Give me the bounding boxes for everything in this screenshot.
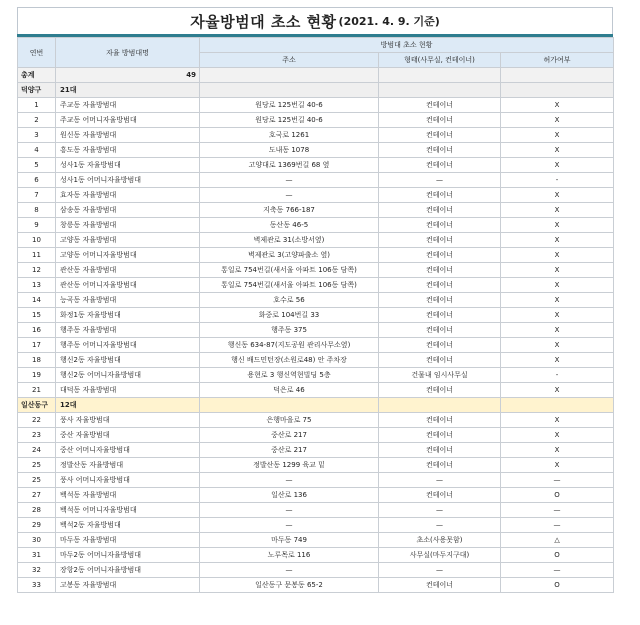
row-address: 마두동 749 bbox=[200, 533, 379, 548]
row-address: 통일로 754번길(새서울 아파트 106동 담쪽) bbox=[200, 263, 379, 278]
row-address: 노루목로 116 bbox=[200, 548, 379, 563]
row-type: 컨테이너 bbox=[379, 218, 501, 233]
row-type: 컨테이너 bbox=[379, 233, 501, 248]
row-name: 행신2동 어머니자율방범대 bbox=[56, 368, 200, 383]
row-address: 중산로 217 bbox=[200, 443, 379, 458]
row-permit: X bbox=[501, 323, 614, 338]
row-address: 호국로 1261 bbox=[200, 128, 379, 143]
row-type: 건물내 임시사무실 bbox=[379, 368, 501, 383]
row-type: 컨테이너 bbox=[379, 98, 501, 113]
row-permit: X bbox=[501, 353, 614, 368]
row-name: 주교동 자율방범대 bbox=[56, 98, 200, 113]
row-type: 사무실(마두지구대) bbox=[379, 548, 501, 563]
row-name: 마두동 자율방범대 bbox=[56, 533, 200, 548]
row-name: 고양동 어머니자율방범대 bbox=[56, 248, 200, 263]
row-name: 관산동 자율방범대 bbox=[56, 263, 200, 278]
row-permit: O bbox=[501, 548, 614, 563]
row-no: 31 bbox=[18, 548, 56, 563]
row-permit: — bbox=[501, 503, 614, 518]
row-no: 19 bbox=[18, 368, 56, 383]
row-no: 9 bbox=[18, 218, 56, 233]
row-type: 컨테이너 bbox=[379, 578, 501, 593]
row-no: 17 bbox=[18, 338, 56, 353]
table-row bbox=[18, 533, 614, 548]
row-no: 13 bbox=[18, 278, 56, 293]
document bbox=[17, 7, 613, 593]
table-row bbox=[18, 518, 614, 533]
row-no: 22 bbox=[18, 413, 56, 428]
group-row bbox=[18, 83, 614, 98]
row-address: — bbox=[200, 518, 379, 533]
group-label: 덕양구 bbox=[18, 83, 56, 98]
group-empty bbox=[200, 398, 379, 413]
row-no: 25 bbox=[18, 473, 56, 488]
header-type: 형태(사무실, 컨테이너) bbox=[379, 53, 501, 68]
row-no: 24 bbox=[18, 443, 56, 458]
row-permit: X bbox=[501, 248, 614, 263]
table-body bbox=[18, 68, 614, 593]
row-no: 15 bbox=[18, 308, 56, 323]
row-no: 23 bbox=[18, 428, 56, 443]
row-address: — bbox=[200, 503, 379, 518]
group-empty bbox=[501, 398, 614, 413]
row-no: 16 bbox=[18, 323, 56, 338]
row-type: 컨테이너 bbox=[379, 203, 501, 218]
row-address: 도내동 1078 bbox=[200, 143, 379, 158]
row-name: 장항2동 어머니자율방범대 bbox=[56, 563, 200, 578]
row-name: 백석2동 자율방범대 bbox=[56, 518, 200, 533]
row-name: 백석동 어머니자율방범대 bbox=[56, 503, 200, 518]
table-row bbox=[18, 578, 614, 593]
row-type: — bbox=[379, 503, 501, 518]
group-empty bbox=[379, 398, 501, 413]
row-address: 벽제관로 3(고양파출소 옆) bbox=[200, 248, 379, 263]
row-permit: - bbox=[501, 368, 614, 383]
group-count: 12대 bbox=[56, 398, 200, 413]
row-type: 컨테이너 bbox=[379, 143, 501, 158]
header-group: 방범대 초소 현황 bbox=[200, 38, 614, 53]
row-name: 풍사 어머니자율방범대 bbox=[56, 473, 200, 488]
row-type: — bbox=[379, 518, 501, 533]
row-type: 컨테이너 bbox=[379, 458, 501, 473]
row-no: 14 bbox=[18, 293, 56, 308]
row-no: 11 bbox=[18, 248, 56, 263]
row-name: 백석동 자율방범대 bbox=[56, 488, 200, 503]
row-address: 고양대로 1369번길 68 옆 bbox=[200, 158, 379, 173]
table-row bbox=[18, 458, 614, 473]
table-row bbox=[18, 143, 614, 158]
row-name: 행주동 자율방범대 bbox=[56, 323, 200, 338]
row-permit: X bbox=[501, 458, 614, 473]
row-type: 초소(사용못함) bbox=[379, 533, 501, 548]
table-row bbox=[18, 98, 614, 113]
row-no: 30 bbox=[18, 533, 56, 548]
group-row bbox=[18, 398, 614, 413]
table-row bbox=[18, 248, 614, 263]
row-name: 정발산동 자율방범대 bbox=[56, 458, 200, 473]
row-no: 21 bbox=[18, 383, 56, 398]
row-name: 행신2동 자율방범대 bbox=[56, 353, 200, 368]
table-row bbox=[18, 353, 614, 368]
row-type: — bbox=[379, 173, 501, 188]
row-name: 고봉동 자율방범대 bbox=[56, 578, 200, 593]
table-row bbox=[18, 563, 614, 578]
row-name: 원신동 자율방범대 bbox=[56, 128, 200, 143]
row-permit: X bbox=[501, 338, 614, 353]
row-type: 컨테이너 bbox=[379, 308, 501, 323]
table-row bbox=[18, 263, 614, 278]
row-name: 효자동 자율방범대 bbox=[56, 188, 200, 203]
row-type: 컨테이너 bbox=[379, 128, 501, 143]
row-permit: X bbox=[501, 383, 614, 398]
row-address: 통일로 754번길(새서울 아파트 106동 담쪽) bbox=[200, 278, 379, 293]
row-no: 18 bbox=[18, 353, 56, 368]
row-address: 벽제관로 31(소방서옆) bbox=[200, 233, 379, 248]
row-address: 용현로 3 행신역현빌딩 5층 bbox=[200, 368, 379, 383]
row-name: 삼송동 자율방범대 bbox=[56, 203, 200, 218]
row-type: 컨테이너 bbox=[379, 488, 501, 503]
row-permit: X bbox=[501, 233, 614, 248]
row-permit: X bbox=[501, 413, 614, 428]
row-no: 7 bbox=[18, 188, 56, 203]
total-count: 49 bbox=[56, 68, 200, 83]
group-empty bbox=[501, 83, 614, 98]
table-row bbox=[18, 443, 614, 458]
row-type: 컨테이너 bbox=[379, 293, 501, 308]
row-permit: — bbox=[501, 473, 614, 488]
group-empty bbox=[379, 83, 501, 98]
total-label: 총계 bbox=[18, 68, 56, 83]
row-address: — bbox=[200, 563, 379, 578]
row-type: 컨테이너 bbox=[379, 188, 501, 203]
row-no: 29 bbox=[18, 518, 56, 533]
row-no: 32 bbox=[18, 563, 56, 578]
table-row bbox=[18, 413, 614, 428]
row-type: 컨테이너 bbox=[379, 113, 501, 128]
row-permit: — bbox=[501, 563, 614, 578]
row-address: — bbox=[200, 173, 379, 188]
row-no: 10 bbox=[18, 233, 56, 248]
row-address: 일산로 136 bbox=[200, 488, 379, 503]
row-name: 대덕동 자율방범대 bbox=[56, 383, 200, 398]
row-permit: X bbox=[501, 308, 614, 323]
row-address: — bbox=[200, 473, 379, 488]
row-type: 컨테이너 bbox=[379, 443, 501, 458]
row-no: 33 bbox=[18, 578, 56, 593]
row-type: 컨테이너 bbox=[379, 323, 501, 338]
row-permit: X bbox=[501, 188, 614, 203]
row-type: 컨테이너 bbox=[379, 338, 501, 353]
row-permit: X bbox=[501, 113, 614, 128]
row-type: — bbox=[379, 563, 501, 578]
table-row bbox=[18, 278, 614, 293]
page-title: 자율방범대 초소 현황 bbox=[190, 12, 337, 31]
row-no: 27 bbox=[18, 488, 56, 503]
row-address: 일산동구 문봉동 65-2 bbox=[200, 578, 379, 593]
table-row bbox=[18, 548, 614, 563]
row-permit: X bbox=[501, 128, 614, 143]
row-no: 12 bbox=[18, 263, 56, 278]
row-address: — bbox=[200, 188, 379, 203]
row-address: 행신 배드민턴장(소원로48) 안 주차장 bbox=[200, 353, 379, 368]
status-table bbox=[17, 37, 614, 593]
header-name: 자율 방범대명 bbox=[56, 38, 200, 68]
table-row bbox=[18, 158, 614, 173]
table-row bbox=[18, 383, 614, 398]
row-permit: X bbox=[501, 98, 614, 113]
row-address: 호수로 56 bbox=[200, 293, 379, 308]
row-permit: - bbox=[501, 173, 614, 188]
title-box bbox=[17, 7, 613, 34]
row-permit: X bbox=[501, 263, 614, 278]
row-name: 능곡동 자율방범대 bbox=[56, 293, 200, 308]
table-row bbox=[18, 188, 614, 203]
row-name: 풍사 자율방범대 bbox=[56, 413, 200, 428]
row-name: 중산 어머니자율방범대 bbox=[56, 443, 200, 458]
group-label: 일산동구 bbox=[18, 398, 56, 413]
table-row bbox=[18, 308, 614, 323]
row-address: 정발산동 1299 육교 밑 bbox=[200, 458, 379, 473]
total-row bbox=[18, 68, 614, 83]
table-row bbox=[18, 293, 614, 308]
row-address: 덕은로 46 bbox=[200, 383, 379, 398]
table-row bbox=[18, 338, 614, 353]
row-no: 4 bbox=[18, 143, 56, 158]
table-row bbox=[18, 323, 614, 338]
table-row bbox=[18, 233, 614, 248]
row-name: 성사1동 자율방범대 bbox=[56, 158, 200, 173]
row-permit: X bbox=[501, 143, 614, 158]
row-no: 5 bbox=[18, 158, 56, 173]
row-name: 고양동 자율방범대 bbox=[56, 233, 200, 248]
row-permit: O bbox=[501, 488, 614, 503]
row-no: 8 bbox=[18, 203, 56, 218]
row-permit: X bbox=[501, 293, 614, 308]
row-permit: X bbox=[501, 278, 614, 293]
row-address: 원당로 125번길 40-6 bbox=[200, 98, 379, 113]
header-no: 연번 bbox=[18, 38, 56, 68]
row-permit: O bbox=[501, 578, 614, 593]
row-permit: X bbox=[501, 203, 614, 218]
row-type: 컨테이너 bbox=[379, 383, 501, 398]
row-type: 컨테이너 bbox=[379, 248, 501, 263]
row-address: 원당로 125번길 40-6 bbox=[200, 113, 379, 128]
row-name: 중산 자율방범대 bbox=[56, 428, 200, 443]
row-address: 행주동 375 bbox=[200, 323, 379, 338]
group-empty bbox=[200, 83, 379, 98]
row-permit: X bbox=[501, 443, 614, 458]
row-type: 컨테이너 bbox=[379, 413, 501, 428]
table-row bbox=[18, 488, 614, 503]
row-name: 창릉동 자율방범대 bbox=[56, 218, 200, 233]
row-address: 행신동 634-87(지도공원 관리사무소옆) bbox=[200, 338, 379, 353]
row-no: 25 bbox=[18, 458, 56, 473]
table-row bbox=[18, 173, 614, 188]
row-type: — bbox=[379, 473, 501, 488]
row-name: 행주동 어머니자율방범대 bbox=[56, 338, 200, 353]
row-type: 컨테이너 bbox=[379, 278, 501, 293]
header-perm: 허가여부 bbox=[501, 53, 614, 68]
table-row bbox=[18, 368, 614, 383]
row-type: 컨테이너 bbox=[379, 353, 501, 368]
row-no: 3 bbox=[18, 128, 56, 143]
table-row bbox=[18, 218, 614, 233]
row-permit: X bbox=[501, 428, 614, 443]
row-permit: X bbox=[501, 158, 614, 173]
row-address: 화중로 104번길 33 bbox=[200, 308, 379, 323]
row-type: 컨테이너 bbox=[379, 263, 501, 278]
table-row bbox=[18, 503, 614, 518]
row-type: 컨테이너 bbox=[379, 428, 501, 443]
header-addr: 주소 bbox=[200, 53, 379, 68]
row-permit: X bbox=[501, 218, 614, 233]
row-address: 중산로 217 bbox=[200, 428, 379, 443]
row-permit: △ bbox=[501, 533, 614, 548]
row-no: 2 bbox=[18, 113, 56, 128]
row-no: 28 bbox=[18, 503, 56, 518]
row-name: 마두2동 어머니자율방범대 bbox=[56, 548, 200, 563]
row-type: 컨테이너 bbox=[379, 158, 501, 173]
row-no: 6 bbox=[18, 173, 56, 188]
row-name: 주교동 어머니자율방범대 bbox=[56, 113, 200, 128]
row-no: 1 bbox=[18, 98, 56, 113]
row-name: 흥도동 자율방범대 bbox=[56, 143, 200, 158]
row-name: 관산동 어머니자율방범대 bbox=[56, 278, 200, 293]
row-name: 성사1동 어머니자율방범대 bbox=[56, 173, 200, 188]
table-row bbox=[18, 428, 614, 443]
table-row bbox=[18, 203, 614, 218]
table-row bbox=[18, 113, 614, 128]
row-permit: — bbox=[501, 518, 614, 533]
title-date: (2021. 4. 9. 기준) bbox=[338, 15, 440, 28]
row-address: 동산동 46-5 bbox=[200, 218, 379, 233]
row-address: 지축동 766-187 bbox=[200, 203, 379, 218]
row-name: 화정1동 자율방범대 bbox=[56, 308, 200, 323]
table-row bbox=[18, 128, 614, 143]
table-row bbox=[18, 473, 614, 488]
row-address: 은행마을로 75 bbox=[200, 413, 379, 428]
group-count: 21대 bbox=[56, 83, 200, 98]
